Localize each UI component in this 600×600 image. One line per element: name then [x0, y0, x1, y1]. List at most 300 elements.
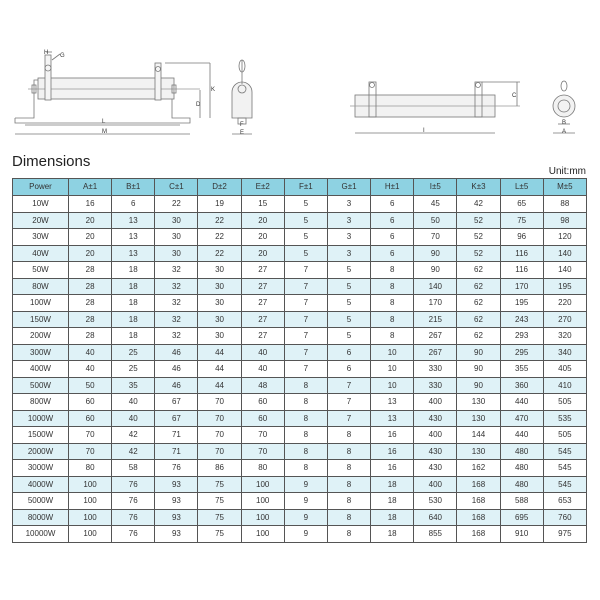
power-cell: 100W [13, 295, 69, 312]
dimension-cell: 588 [500, 493, 543, 510]
dimension-cell: 5 [327, 328, 370, 345]
dimension-cell: 30 [198, 262, 241, 279]
table-row [13, 328, 587, 345]
dimension-cell: 8 [284, 427, 327, 444]
dimension-cell: 6 [371, 245, 414, 262]
dimension-cell: 5 [327, 262, 370, 279]
dimension-cell: 19 [198, 196, 241, 213]
dimension-cell: 62 [457, 328, 500, 345]
dimension-cell: 267 [414, 344, 457, 361]
dimension-cell: 5 [284, 229, 327, 246]
dimension-cell: 44 [198, 377, 241, 394]
dimension-cell: 480 [500, 460, 543, 477]
dimension-cell: 410 [543, 377, 586, 394]
dimension-cell: 67 [155, 410, 198, 427]
column-header: D±2 [198, 179, 241, 196]
dimension-cell: 44 [198, 344, 241, 361]
dimension-cell: 30 [198, 311, 241, 328]
dimension-cell: 293 [500, 328, 543, 345]
dimension-cell: 760 [543, 509, 586, 526]
dimension-cell: 8 [371, 262, 414, 279]
dimension-cell: 27 [241, 328, 284, 345]
dimension-cell: 50 [69, 377, 112, 394]
dimension-cell: 10 [371, 361, 414, 378]
svg-text:F: F [240, 122, 244, 128]
dimension-cell: 13 [112, 229, 155, 246]
dimension-cell: 86 [198, 460, 241, 477]
svg-text:I: I [423, 128, 425, 134]
dimension-cell: 27 [241, 295, 284, 312]
dimension-cell: 440 [500, 394, 543, 411]
dimension-cell: 130 [457, 394, 500, 411]
dimension-cell: 16 [371, 460, 414, 477]
dimension-cell: 44 [198, 361, 241, 378]
power-cell: 10000W [13, 526, 69, 543]
dimension-cell: 480 [500, 443, 543, 460]
dimension-cell: 30 [198, 278, 241, 295]
end-view-labels [240, 122, 244, 136]
dimension-cell: 9 [284, 509, 327, 526]
dimension-cell: 400 [414, 394, 457, 411]
dimension-cell: 60 [69, 410, 112, 427]
dimension-cell: 18 [371, 476, 414, 493]
table-row [13, 295, 587, 312]
power-cell: 1000W [13, 410, 69, 427]
dimension-cell: 67 [155, 394, 198, 411]
dimension-cell: 18 [112, 328, 155, 345]
dimension-cell: 100 [241, 509, 284, 526]
dimension-cell: 162 [457, 460, 500, 477]
dimension-cell: 76 [112, 509, 155, 526]
dimension-cell: 6 [327, 361, 370, 378]
dimension-cell: 76 [112, 526, 155, 543]
dimension-cell: 120 [543, 229, 586, 246]
dimension-cell: 8 [371, 295, 414, 312]
dimension-cell: 46 [155, 377, 198, 394]
dimension-cell: 6 [112, 196, 155, 213]
dimension-cell: 330 [414, 361, 457, 378]
dimension-cell: 30 [198, 295, 241, 312]
table-row [13, 509, 587, 526]
dimension-cell: 545 [543, 460, 586, 477]
column-header: M±5 [543, 179, 586, 196]
dimension-cell: 52 [457, 212, 500, 229]
column-header: G±1 [327, 179, 370, 196]
column-header: C±1 [155, 179, 198, 196]
dimension-cell: 505 [543, 427, 586, 444]
dimension-cell: 42 [457, 196, 500, 213]
dimension-cell: 480 [500, 476, 543, 493]
dimension-cell: 6 [371, 229, 414, 246]
dimension-cell: 30 [155, 245, 198, 262]
dimension-cell: 6 [327, 344, 370, 361]
dimension-cell: 7 [284, 361, 327, 378]
dimension-cell: 116 [500, 262, 543, 279]
unit-label: Unit:mm [548, 166, 586, 177]
dimension-cell: 90 [457, 344, 500, 361]
dimension-cell: 20 [69, 229, 112, 246]
dimension-cell: 96 [500, 229, 543, 246]
dimension-cell: 215 [414, 311, 457, 328]
dimension-cell: 7 [284, 278, 327, 295]
dimension-cell: 30 [155, 229, 198, 246]
dimension-cell: 28 [69, 262, 112, 279]
power-cell: 150W [13, 311, 69, 328]
svg-text:K: K [211, 87, 216, 93]
dimension-cell: 98 [543, 212, 586, 229]
power-cell: 3000W [13, 460, 69, 477]
power-cell: 50W [13, 262, 69, 279]
dimension-cell: 27 [241, 278, 284, 295]
dimension-cell: 18 [112, 311, 155, 328]
dimension-cell: 7 [327, 377, 370, 394]
dimension-cell: 9 [284, 476, 327, 493]
svg-text:D: D [196, 102, 201, 108]
dimension-cell: 7 [327, 394, 370, 411]
table-row [13, 361, 587, 378]
dimension-cell: 8 [327, 526, 370, 543]
table-header-row [13, 179, 587, 196]
dimension-cell: 8 [284, 460, 327, 477]
dimension-cell: 100 [69, 476, 112, 493]
dimension-cell: 22 [198, 212, 241, 229]
dimension-cell: 25 [112, 361, 155, 378]
dimension-cell: 530 [414, 493, 457, 510]
table-body [13, 196, 587, 543]
dimension-cell: 90 [457, 361, 500, 378]
dimension-cell: 32 [155, 295, 198, 312]
dimension-cell: 93 [155, 476, 198, 493]
dimension-cell: 470 [500, 410, 543, 427]
dimension-cell: 910 [500, 526, 543, 543]
dimension-cell: 13 [371, 394, 414, 411]
dimension-cell: 76 [155, 460, 198, 477]
dimension-cell: 430 [414, 460, 457, 477]
dimension-cell: 100 [241, 476, 284, 493]
svg-text:L: L [102, 119, 106, 125]
dimension-cell: 130 [457, 443, 500, 460]
dimension-cell: 62 [457, 278, 500, 295]
dimension-cell: 60 [69, 394, 112, 411]
dimension-cell: 75 [198, 509, 241, 526]
dimension-cell: 100 [241, 493, 284, 510]
dimension-cell: 48 [241, 377, 284, 394]
table-row [13, 262, 587, 279]
dimension-cell: 13 [112, 212, 155, 229]
dimension-cell: 27 [241, 311, 284, 328]
dimension-cell: 16 [371, 427, 414, 444]
dimension-cell: 90 [414, 245, 457, 262]
power-cell: 10W [13, 196, 69, 213]
table-row [13, 196, 587, 213]
dimension-cell: 13 [112, 245, 155, 262]
dimension-cell: 32 [155, 278, 198, 295]
column-header: Power [13, 179, 69, 196]
dimension-cell: 9 [284, 493, 327, 510]
dimension-cell: 267 [414, 328, 457, 345]
dimension-cell: 330 [414, 377, 457, 394]
dimension-cell: 75 [198, 476, 241, 493]
top-view-drawing [350, 82, 520, 133]
dimension-cell: 100 [69, 509, 112, 526]
dimension-cell: 360 [500, 377, 543, 394]
dimension-cell: 35 [112, 377, 155, 394]
front-end-view-labels [562, 120, 566, 135]
dimension-cell: 42 [112, 443, 155, 460]
dimension-cell: 8 [327, 509, 370, 526]
dimension-cell: 8 [284, 443, 327, 460]
dimension-cell: 100 [69, 493, 112, 510]
dimensions-table [12, 178, 587, 543]
dimension-cell: 20 [241, 212, 284, 229]
dimension-cell: 8 [327, 493, 370, 510]
power-cell: 4000W [13, 476, 69, 493]
power-cell: 200W [13, 328, 69, 345]
dimension-cell: 535 [543, 410, 586, 427]
dimension-cell: 40 [241, 361, 284, 378]
dimension-cell: 168 [457, 509, 500, 526]
dimension-cell: 70 [198, 443, 241, 460]
dimension-cell: 52 [457, 245, 500, 262]
dimension-cell: 65 [500, 196, 543, 213]
dimension-cell: 45 [414, 196, 457, 213]
svg-text:M: M [102, 129, 107, 135]
dimension-cell: 195 [543, 278, 586, 295]
dimension-cell: 28 [69, 278, 112, 295]
dimension-cell: 9 [284, 526, 327, 543]
dimension-cell: 355 [500, 361, 543, 378]
dimension-cell: 50 [414, 212, 457, 229]
dimension-cell: 8 [327, 427, 370, 444]
power-cell: 800W [13, 394, 69, 411]
dimension-cell: 20 [69, 245, 112, 262]
power-cell: 2000W [13, 443, 69, 460]
power-cell: 5000W [13, 493, 69, 510]
dimension-cell: 340 [543, 344, 586, 361]
power-cell: 40W [13, 245, 69, 262]
dimension-cell: 400 [414, 427, 457, 444]
dimension-cell: 70 [414, 229, 457, 246]
power-cell: 80W [13, 278, 69, 295]
power-cell: 500W [13, 377, 69, 394]
dimension-cell: 5 [327, 311, 370, 328]
column-header: H±1 [371, 179, 414, 196]
dimension-cell: 40 [112, 410, 155, 427]
dimension-cell: 430 [414, 443, 457, 460]
dimension-cell: 5 [284, 245, 327, 262]
dimension-cell: 71 [155, 427, 198, 444]
dimension-cell: 75 [198, 526, 241, 543]
dimension-cell: 70 [198, 394, 241, 411]
table-row [13, 229, 587, 246]
dimension-cell: 22 [198, 229, 241, 246]
table-row [13, 476, 587, 493]
dimension-cell: 40 [69, 344, 112, 361]
dimension-cell: 170 [414, 295, 457, 312]
dimension-cell: 60 [241, 394, 284, 411]
dimension-cell: 8 [327, 443, 370, 460]
dimensions-title: Dimensions [12, 153, 91, 170]
svg-text:B: B [562, 120, 567, 126]
dimension-cell: 270 [543, 311, 586, 328]
dimension-cell: 7 [284, 328, 327, 345]
dimension-cell: 545 [543, 443, 586, 460]
dimension-cell: 8 [327, 460, 370, 477]
dimension-cell: 60 [241, 410, 284, 427]
dimension-cell: 140 [543, 245, 586, 262]
svg-text:G: G [60, 53, 65, 59]
dimension-cell: 168 [457, 476, 500, 493]
table-row [13, 377, 587, 394]
dimension-cell: 7 [284, 344, 327, 361]
dimension-cell: 195 [500, 295, 543, 312]
dimension-cell: 10 [371, 344, 414, 361]
power-cell: 20W [13, 212, 69, 229]
dimension-cell: 62 [457, 262, 500, 279]
svg-text:H: H [44, 50, 49, 56]
dimension-cell: 58 [112, 460, 155, 477]
dimension-cell: 93 [155, 493, 198, 510]
dimension-cell: 8 [327, 476, 370, 493]
dimension-cell: 8 [371, 278, 414, 295]
dimension-cell: 40 [112, 394, 155, 411]
table-row [13, 427, 587, 444]
dimension-cell: 70 [69, 427, 112, 444]
dimension-cell: 5 [327, 295, 370, 312]
table-row [13, 443, 587, 460]
dimension-cell: 75 [198, 493, 241, 510]
dimension-cell: 8 [371, 328, 414, 345]
svg-text:E: E [240, 130, 245, 136]
table-row [13, 394, 587, 411]
dimension-cell: 93 [155, 526, 198, 543]
dimension-cell: 18 [112, 262, 155, 279]
dimension-cell: 27 [241, 262, 284, 279]
dimension-cell: 320 [543, 328, 586, 345]
dimension-cell: 144 [457, 427, 500, 444]
column-header: F±1 [284, 179, 327, 196]
power-cell: 400W [13, 361, 69, 378]
dimension-cell: 3 [327, 245, 370, 262]
dimension-cell: 13 [371, 410, 414, 427]
dimension-cell: 7 [284, 311, 327, 328]
dimension-cell: 70 [69, 443, 112, 460]
dimension-cell: 25 [112, 344, 155, 361]
side-view-drawing [15, 52, 210, 134]
column-header: B±1 [112, 179, 155, 196]
dimension-cell: 71 [155, 443, 198, 460]
dimension-cell: 90 [457, 377, 500, 394]
dimension-cell: 16 [69, 196, 112, 213]
dimension-cell: 22 [155, 196, 198, 213]
column-header: A±1 [69, 179, 112, 196]
dimension-cell: 20 [241, 245, 284, 262]
table-row [13, 278, 587, 295]
dimension-cell: 18 [371, 509, 414, 526]
dimension-cell: 20 [69, 212, 112, 229]
table-row [13, 212, 587, 229]
dimension-cell: 22 [198, 245, 241, 262]
table-row [13, 526, 587, 543]
dimension-cell: 5 [327, 278, 370, 295]
dimension-cell: 168 [457, 526, 500, 543]
technical-drawings [0, 40, 600, 152]
dimension-cell: 8 [284, 394, 327, 411]
dimension-cell: 40 [241, 344, 284, 361]
dimension-cell: 295 [500, 344, 543, 361]
dimension-cell: 5 [284, 196, 327, 213]
dimension-cell: 100 [69, 526, 112, 543]
dimension-cell: 6 [371, 212, 414, 229]
column-header: L±5 [500, 179, 543, 196]
dimension-cell: 5 [284, 212, 327, 229]
table-row [13, 311, 587, 328]
dimension-cell: 6 [371, 196, 414, 213]
power-cell: 300W [13, 344, 69, 361]
svg-text:A: A [562, 129, 567, 135]
table-row [13, 493, 587, 510]
dimension-cell: 30 [198, 328, 241, 345]
dimension-cell: 10 [371, 377, 414, 394]
dimension-cell: 505 [543, 394, 586, 411]
dimension-cell: 18 [112, 295, 155, 312]
dimension-cell: 52 [457, 229, 500, 246]
dimension-cell: 640 [414, 509, 457, 526]
dimension-cell: 70 [198, 427, 241, 444]
dimension-cell: 70 [241, 427, 284, 444]
dimension-cell: 70 [241, 443, 284, 460]
dimension-cell: 140 [543, 262, 586, 279]
dimension-cell: 3 [327, 196, 370, 213]
dimension-cell: 220 [543, 295, 586, 312]
dimension-cell: 40 [69, 361, 112, 378]
column-header: E±2 [241, 179, 284, 196]
dimension-cell: 16 [371, 443, 414, 460]
dimension-cell: 30 [155, 212, 198, 229]
dimension-cell: 7 [327, 410, 370, 427]
dimension-cell: 100 [241, 526, 284, 543]
dimension-cell: 855 [414, 526, 457, 543]
dimension-cell: 130 [457, 410, 500, 427]
dimension-cell: 7 [284, 295, 327, 312]
dimension-cell: 76 [112, 476, 155, 493]
dimension-cell: 80 [69, 460, 112, 477]
table-row [13, 410, 587, 427]
dimension-cell: 440 [500, 427, 543, 444]
dimension-cell: 7 [284, 262, 327, 279]
dimension-cell: 18 [371, 493, 414, 510]
dimension-cell: 18 [112, 278, 155, 295]
power-cell: 30W [13, 229, 69, 246]
dimension-cell: 140 [414, 278, 457, 295]
table-row [13, 344, 587, 361]
dimension-cell: 70 [198, 410, 241, 427]
dimension-cell: 975 [543, 526, 586, 543]
dimension-cell: 28 [69, 311, 112, 328]
table-row [13, 460, 587, 477]
dimension-cell: 3 [327, 212, 370, 229]
dimension-cell: 545 [543, 476, 586, 493]
dimension-cell: 18 [371, 526, 414, 543]
dimension-cell: 170 [500, 278, 543, 295]
dimension-cell: 400 [414, 476, 457, 493]
dimension-cell: 46 [155, 361, 198, 378]
dimension-cell: 32 [155, 311, 198, 328]
dimension-cell: 28 [69, 328, 112, 345]
dimension-cell: 62 [457, 295, 500, 312]
column-header: I±5 [414, 179, 457, 196]
dimension-cell: 653 [543, 493, 586, 510]
